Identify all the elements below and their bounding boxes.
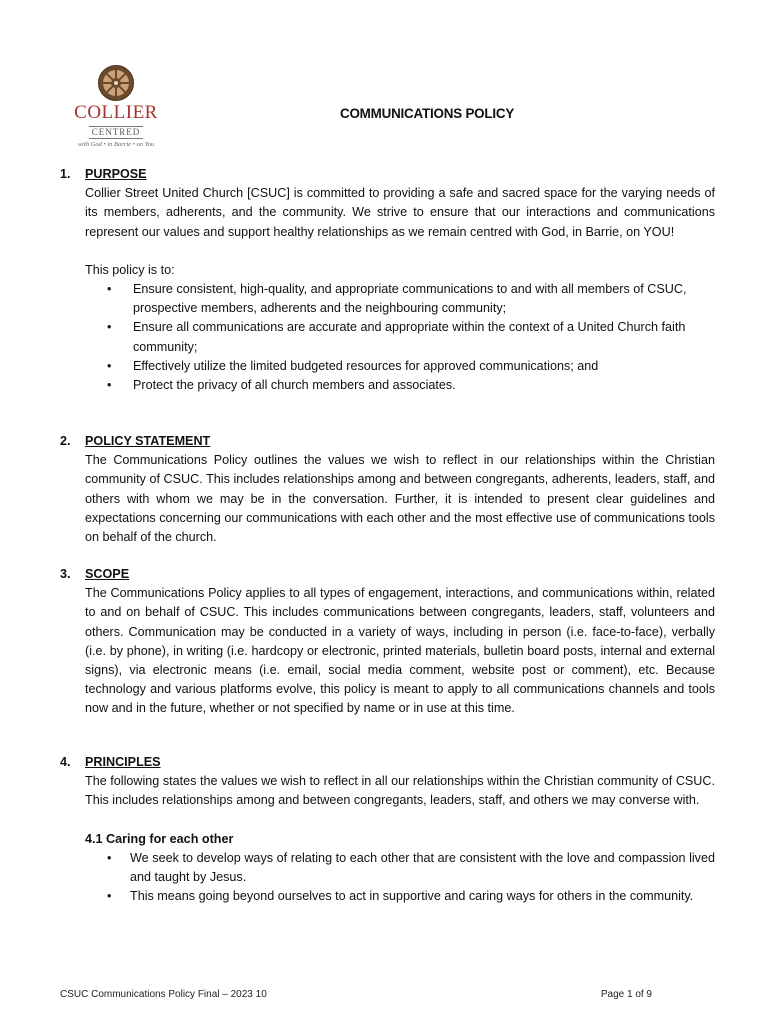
bullet-icon: • [107,358,112,373]
bullet-icon: • [107,282,112,297]
section-number: 2. [60,434,71,448]
principles-bullet-list [85,849,715,907]
logo-tagline: with God • in Barrie • on You [77,141,155,148]
section-purpose [60,165,715,395]
section-number: 1. [60,167,71,181]
list-item: • Ensure all communications are accurate and appropriate within the context of a United Church faith community; [107,320,686,354]
list-item: • Ensure consistent, high-quality, and appropriate communications to and with all members of CSUC, prospective members, adherents and the neighbouring community; [107,282,687,316]
list-item: • Protect the privacy of all church members and associates. [85,376,715,395]
section-principles [60,753,715,906]
section-heading: POLICY STATEMENT [85,434,211,448]
section-number: 3. [60,567,71,581]
bullet-icon: • [107,320,112,335]
logo-subtitle: CENTRED [89,126,144,139]
footer-page-number: Page 1 of 9 [600,989,652,1000]
section-heading: SCOPE [85,567,130,581]
section-scope [60,565,715,719]
document-title: COMMUNICATIONS POLICY [340,106,515,121]
footer-document-name: CSUC Communications Policy Final – 2023 10 [60,989,267,1000]
church-logo [68,64,164,154]
section-heading: PURPOSE [85,167,147,181]
policy-intro: This policy is to: [85,262,175,277]
rose-window-icon [97,64,135,102]
bullet-icon: • [107,850,112,865]
logo-name: COLLIER [74,102,158,123]
section-number: 4. [60,755,71,769]
section-paragraph: The Communications Policy applies to all types of engagement, interactions, and communications within, related to and on behalf of CSUC. This includes communications between congregants, leaders, staff, volunteers and others. Communication may be conducted in a variety of ways, including in person (i.e. face-to-face), verbally (i.e. by phone), in writing (i.e. hardcopy or electronic, printed materials, bulletin board posts, internal and external signs), via electronic means (i.e. email, social media comment, website post or comment), etc. Because technology and various platforms evolve, this policy is meant to apply to all communications channels and tools now and in the future, whether or not specified by name or in use at this time. [85,586,715,716]
section-heading: PRINCIPLES [85,755,161,769]
bullet-icon: • [107,889,112,904]
list-item: • Effectively utilize the limited budgeted resources for approved communications; and [85,357,715,376]
section-paragraph: The Communications Policy outlines the values we wish to reflect in our relationships within the Christian community of CSUC. This includes relationships among and between congregants, adherents, leaders, staff, and others with whom we may be in the conversation. Further, it is intended to present clear guidelines and expectations concerning our communications with each other and the most effective use of communications tools on behalf of the church. [85,453,715,545]
section-paragraph: The following states the values we wish to reflect in all our relationships within the Christian community of CSUC. This includes relationships among and between congregants, leaders, staff, and others we may converse with. [85,774,715,808]
section-paragraph: Collier Street United Church [CSUC] is committed to providing a safe and sacred space for the varying needs of its members, adherents, and the community. We strive to ensure that our interactions and communications represent our values and support healthy relationships as we remain centred with God, in Barrie, on YOU! [85,186,715,239]
list-item: • This means going beyond ourselves to act in supportive and caring ways for others in the community. [85,887,715,906]
bullet-icon: • [107,378,112,393]
list-item: • We seek to develop ways of relating to each other that are consistent with the love and compassion lived and taught by Jesus. [107,850,715,885]
policy-bullet-list [85,280,715,395]
subsection-heading: 4.1 Caring for each other [85,831,234,846]
section-policy-statement [60,432,715,547]
